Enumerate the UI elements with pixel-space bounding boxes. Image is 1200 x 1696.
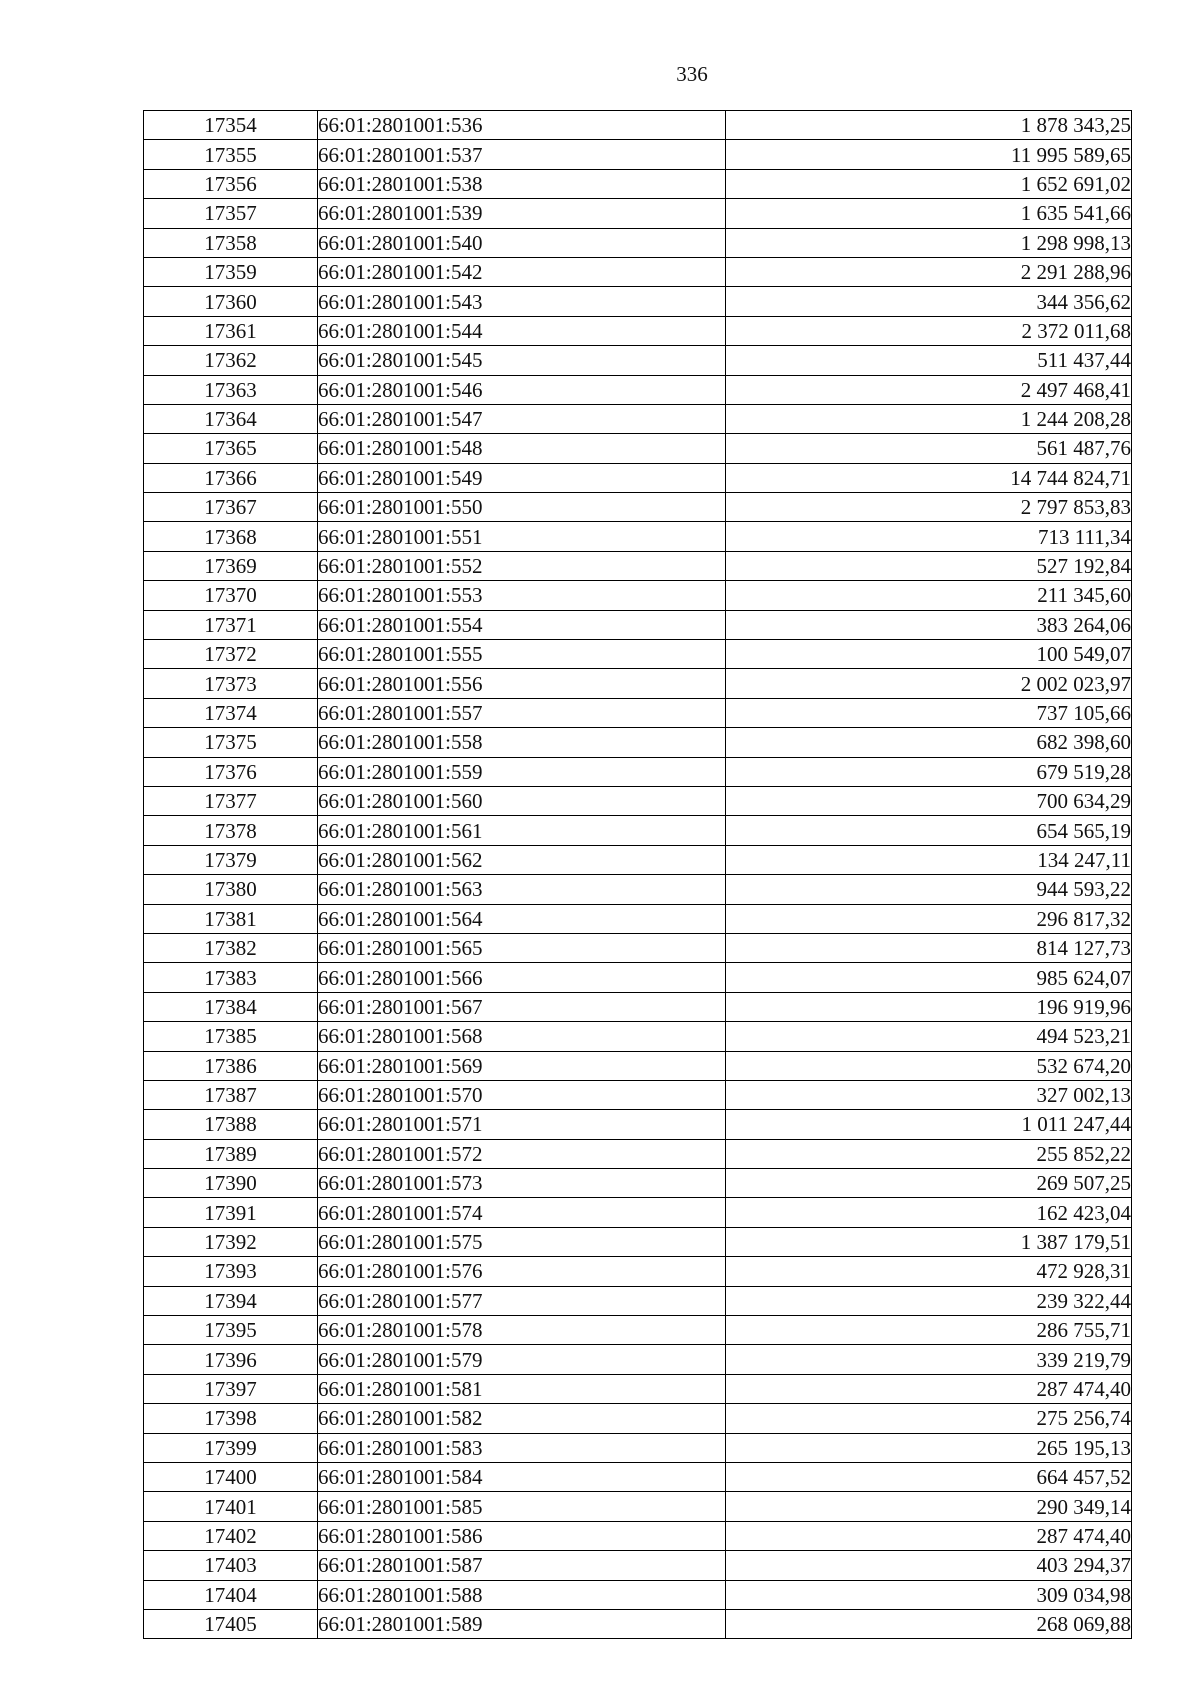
cadastral-value-cell: 268 069,88 xyxy=(726,1609,1132,1638)
row-number-cell: 17378 xyxy=(144,816,318,845)
cadastral-number-cell: 66:01:2801001:579 xyxy=(318,1345,726,1374)
row-number-cell: 17354 xyxy=(144,111,318,140)
table-row xyxy=(144,1521,1132,1550)
row-number-cell: 17391 xyxy=(144,1198,318,1227)
table-row xyxy=(144,1580,1132,1609)
row-number-cell: 17363 xyxy=(144,375,318,404)
cadastral-number-cell: 66:01:2801001:561 xyxy=(318,816,726,845)
row-number-cell: 17380 xyxy=(144,875,318,904)
cadastral-number-cell: 66:01:2801001:563 xyxy=(318,875,726,904)
cadastral-value-cell: 1 635 541,66 xyxy=(726,199,1132,228)
cadastral-value-cell: 327 002,13 xyxy=(726,1080,1132,1109)
table-row xyxy=(144,346,1132,375)
table-row xyxy=(144,522,1132,551)
cadastral-number-cell: 66:01:2801001:546 xyxy=(318,375,726,404)
row-number-cell: 17374 xyxy=(144,698,318,727)
cadastral-value-cell: 1 387 179,51 xyxy=(726,1227,1132,1256)
cadastral-value-cell: 1 652 691,02 xyxy=(726,169,1132,198)
row-number-cell: 17390 xyxy=(144,1169,318,1198)
table-row xyxy=(144,786,1132,815)
row-number-cell: 17367 xyxy=(144,493,318,522)
cadastral-value-cell: 287 474,40 xyxy=(726,1374,1132,1403)
cadastral-value-cell: 403 294,37 xyxy=(726,1551,1132,1580)
cadastral-number-cell: 66:01:2801001:551 xyxy=(318,522,726,551)
row-number-cell: 17362 xyxy=(144,346,318,375)
row-number-cell: 17359 xyxy=(144,257,318,286)
table-row xyxy=(144,1139,1132,1168)
cadastral-number-cell: 66:01:2801001:567 xyxy=(318,992,726,1021)
table-row xyxy=(144,728,1132,757)
cadastral-number-cell: 66:01:2801001:555 xyxy=(318,640,726,669)
cadastral-number-cell: 66:01:2801001:550 xyxy=(318,493,726,522)
table-row xyxy=(144,992,1132,1021)
row-number-cell: 17376 xyxy=(144,757,318,786)
row-number-cell: 17405 xyxy=(144,1609,318,1638)
row-number-cell: 17360 xyxy=(144,287,318,316)
cadastral-number-cell: 66:01:2801001:565 xyxy=(318,933,726,962)
cadastral-number-cell: 66:01:2801001:574 xyxy=(318,1198,726,1227)
row-number-cell: 17385 xyxy=(144,1022,318,1051)
table-row xyxy=(144,640,1132,669)
table-row xyxy=(144,933,1132,962)
table-row xyxy=(144,757,1132,786)
table-row xyxy=(144,1374,1132,1403)
cadastral-value-cell: 944 593,22 xyxy=(726,875,1132,904)
table-row xyxy=(144,463,1132,492)
table-row xyxy=(144,1080,1132,1109)
cadastral-number-cell: 66:01:2801001:559 xyxy=(318,757,726,786)
row-number-cell: 17372 xyxy=(144,640,318,669)
cadastral-value-cell: 561 487,76 xyxy=(726,434,1132,463)
cadastral-number-cell: 66:01:2801001:588 xyxy=(318,1580,726,1609)
row-number-cell: 17400 xyxy=(144,1462,318,1491)
table-row xyxy=(144,375,1132,404)
row-number-cell: 17366 xyxy=(144,463,318,492)
cadastral-value-cell: 339 219,79 xyxy=(726,1345,1132,1374)
row-number-cell: 17356 xyxy=(144,169,318,198)
cadastral-number-cell: 66:01:2801001:543 xyxy=(318,287,726,316)
cadastral-value-cell: 700 634,29 xyxy=(726,786,1132,815)
row-number-cell: 17399 xyxy=(144,1433,318,1462)
row-number-cell: 17381 xyxy=(144,904,318,933)
row-number-cell: 17365 xyxy=(144,434,318,463)
cadastral-value-cell: 265 195,13 xyxy=(726,1433,1132,1462)
cadastral-value-cell: 664 457,52 xyxy=(726,1462,1132,1491)
cadastral-number-cell: 66:01:2801001:557 xyxy=(318,698,726,727)
cadastral-value-cell: 383 264,06 xyxy=(726,610,1132,639)
cadastral-number-cell: 66:01:2801001:549 xyxy=(318,463,726,492)
cadastral-value-cell: 2 497 468,41 xyxy=(726,375,1132,404)
row-number-cell: 17369 xyxy=(144,551,318,580)
cadastral-value-cell: 2 797 853,83 xyxy=(726,493,1132,522)
table-row xyxy=(144,551,1132,580)
cadastral-value-cell: 11 995 589,65 xyxy=(726,140,1132,169)
cadastral-number-cell: 66:01:2801001:589 xyxy=(318,1609,726,1638)
cadastral-value-cell: 309 034,98 xyxy=(726,1580,1132,1609)
row-number-cell: 17396 xyxy=(144,1345,318,1374)
cadastral-number-cell: 66:01:2801001:545 xyxy=(318,346,726,375)
cadastral-value-cell: 14 744 824,71 xyxy=(726,463,1132,492)
cadastral-number-cell: 66:01:2801001:560 xyxy=(318,786,726,815)
table-row xyxy=(144,1286,1132,1315)
table-row xyxy=(144,140,1132,169)
cadastral-number-cell: 66:01:2801001:564 xyxy=(318,904,726,933)
cadastral-value-cell: 134 247,11 xyxy=(726,845,1132,874)
row-number-cell: 17371 xyxy=(144,610,318,639)
cadastral-number-cell: 66:01:2801001:573 xyxy=(318,1169,726,1198)
cadastral-value-cell: 527 192,84 xyxy=(726,551,1132,580)
cadastral-number-cell: 66:01:2801001:536 xyxy=(318,111,726,140)
table-row xyxy=(144,493,1132,522)
cadastral-value-cell: 100 549,07 xyxy=(726,640,1132,669)
cadastral-value-cell: 713 111,34 xyxy=(726,522,1132,551)
table-row xyxy=(144,845,1132,874)
table-row xyxy=(144,1051,1132,1080)
cadastral-value-cell: 296 817,32 xyxy=(726,904,1132,933)
cadastral-number-cell: 66:01:2801001:570 xyxy=(318,1080,726,1109)
cadastral-value-cell: 344 356,62 xyxy=(726,287,1132,316)
table-row xyxy=(144,1433,1132,1462)
table-row xyxy=(144,1316,1132,1345)
cadastral-number-cell: 66:01:2801001:553 xyxy=(318,581,726,610)
table-row xyxy=(144,816,1132,845)
row-number-cell: 17355 xyxy=(144,140,318,169)
table-row xyxy=(144,1022,1132,1051)
cadastral-number-cell: 66:01:2801001:577 xyxy=(318,1286,726,1315)
cadastral-number-cell: 66:01:2801001:583 xyxy=(318,1433,726,1462)
cadastral-number-cell: 66:01:2801001:544 xyxy=(318,316,726,345)
row-number-cell: 17382 xyxy=(144,933,318,962)
cadastral-value-cell: 682 398,60 xyxy=(726,728,1132,757)
row-number-cell: 17377 xyxy=(144,786,318,815)
cadastral-value-cell: 814 127,73 xyxy=(726,933,1132,962)
row-number-cell: 17375 xyxy=(144,728,318,757)
cadastral-value-cell: 275 256,74 xyxy=(726,1404,1132,1433)
cadastral-number-cell: 66:01:2801001:578 xyxy=(318,1316,726,1345)
cadastral-value-cell: 654 565,19 xyxy=(726,816,1132,845)
cadastral-number-cell: 66:01:2801001:542 xyxy=(318,257,726,286)
row-number-cell: 17370 xyxy=(144,581,318,610)
row-number-cell: 17364 xyxy=(144,404,318,433)
page-number: 336 xyxy=(676,62,708,86)
row-number-cell: 17404 xyxy=(144,1580,318,1609)
cadastral-value-cell: 287 474,40 xyxy=(726,1521,1132,1550)
cadastral-number-cell: 66:01:2801001:581 xyxy=(318,1374,726,1403)
cadastral-number-cell: 66:01:2801001:554 xyxy=(318,610,726,639)
row-number-cell: 17402 xyxy=(144,1521,318,1550)
cadastral-value-cell: 494 523,21 xyxy=(726,1022,1132,1051)
table-row xyxy=(144,169,1132,198)
cadastral-number-cell: 66:01:2801001:552 xyxy=(318,551,726,580)
row-number-cell: 17361 xyxy=(144,316,318,345)
table-row xyxy=(144,1257,1132,1286)
row-number-cell: 17386 xyxy=(144,1051,318,1080)
cadastral-value-cell: 1 298 998,13 xyxy=(726,228,1132,257)
cadastral-value-cell: 2 002 023,97 xyxy=(726,669,1132,698)
row-number-cell: 17368 xyxy=(144,522,318,551)
cadastral-value-cell: 290 349,14 xyxy=(726,1492,1132,1521)
table-row xyxy=(144,257,1132,286)
table-row xyxy=(144,287,1132,316)
row-number-cell: 17393 xyxy=(144,1257,318,1286)
cadastral-value-cell: 737 105,66 xyxy=(726,698,1132,727)
row-number-cell: 17379 xyxy=(144,845,318,874)
row-number-cell: 17401 xyxy=(144,1492,318,1521)
cadastral-value-cell: 2 291 288,96 xyxy=(726,257,1132,286)
cadastral-value-cell: 255 852,22 xyxy=(726,1139,1132,1168)
cadastral-value-cell: 985 624,07 xyxy=(726,963,1132,992)
cadastral-value-cell: 511 437,44 xyxy=(726,346,1132,375)
row-number-cell: 17403 xyxy=(144,1551,318,1580)
row-number-cell: 17397 xyxy=(144,1374,318,1403)
cadastral-number-cell: 66:01:2801001:572 xyxy=(318,1139,726,1168)
row-number-cell: 17373 xyxy=(144,669,318,698)
table-row xyxy=(144,1345,1132,1374)
row-number-cell: 17395 xyxy=(144,1316,318,1345)
cadastral-value-cell: 239 322,44 xyxy=(726,1286,1132,1315)
cadastral-number-cell: 66:01:2801001:575 xyxy=(318,1227,726,1256)
table-row xyxy=(144,404,1132,433)
cadastral-value-cell: 679 519,28 xyxy=(726,757,1132,786)
row-number-cell: 17398 xyxy=(144,1404,318,1433)
table-row xyxy=(144,610,1132,639)
table-row xyxy=(144,904,1132,933)
row-number-cell: 17383 xyxy=(144,963,318,992)
cadastral-number-cell: 66:01:2801001:582 xyxy=(318,1404,726,1433)
cadastral-value-table xyxy=(143,110,1132,1639)
cadastral-number-cell: 66:01:2801001:585 xyxy=(318,1492,726,1521)
row-number-cell: 17357 xyxy=(144,199,318,228)
table-row xyxy=(144,1110,1132,1139)
cadastral-number-cell: 66:01:2801001:568 xyxy=(318,1022,726,1051)
cadastral-number-cell: 66:01:2801001:571 xyxy=(318,1110,726,1139)
row-number-cell: 17389 xyxy=(144,1139,318,1168)
row-number-cell: 17392 xyxy=(144,1227,318,1256)
cadastral-number-cell: 66:01:2801001:569 xyxy=(318,1051,726,1080)
table-row xyxy=(144,1609,1132,1638)
cadastral-value-cell: 1 878 343,25 xyxy=(726,111,1132,140)
table-row xyxy=(144,875,1132,904)
table-row xyxy=(144,111,1132,140)
cadastral-number-cell: 66:01:2801001:586 xyxy=(318,1521,726,1550)
cadastral-number-cell: 66:01:2801001:587 xyxy=(318,1551,726,1580)
cadastral-number-cell: 66:01:2801001:566 xyxy=(318,963,726,992)
cadastral-number-cell: 66:01:2801001:584 xyxy=(318,1462,726,1491)
table-body xyxy=(144,111,1132,1639)
row-number-cell: 17384 xyxy=(144,992,318,1021)
cadastral-number-cell: 66:01:2801001:537 xyxy=(318,140,726,169)
cadastral-number-cell: 66:01:2801001:540 xyxy=(318,228,726,257)
row-number-cell: 17358 xyxy=(144,228,318,257)
cadastral-number-cell: 66:01:2801001:547 xyxy=(318,404,726,433)
cadastral-number-cell: 66:01:2801001:558 xyxy=(318,728,726,757)
table-row xyxy=(144,434,1132,463)
cadastral-value-cell: 472 928,31 xyxy=(726,1257,1132,1286)
table-row xyxy=(144,1227,1132,1256)
table-row xyxy=(144,1492,1132,1521)
cadastral-value-cell: 286 755,71 xyxy=(726,1316,1132,1345)
table-row xyxy=(144,698,1132,727)
table-row xyxy=(144,199,1132,228)
cadastral-value-cell: 1 244 208,28 xyxy=(726,404,1132,433)
table-row xyxy=(144,1462,1132,1491)
cadastral-number-cell: 66:01:2801001:539 xyxy=(318,199,726,228)
table-row xyxy=(144,1551,1132,1580)
cadastral-value-cell: 269 507,25 xyxy=(726,1169,1132,1198)
cadastral-value-cell: 162 423,04 xyxy=(726,1198,1132,1227)
cadastral-number-cell: 66:01:2801001:576 xyxy=(318,1257,726,1286)
table-row xyxy=(144,1198,1132,1227)
table-row xyxy=(144,669,1132,698)
cadastral-number-cell: 66:01:2801001:562 xyxy=(318,845,726,874)
table-row xyxy=(144,1404,1132,1433)
cadastral-value-cell: 196 919,96 xyxy=(726,992,1132,1021)
cadastral-value-cell: 211 345,60 xyxy=(726,581,1132,610)
table-row xyxy=(144,1169,1132,1198)
table-row xyxy=(144,228,1132,257)
table-row xyxy=(144,581,1132,610)
table-row xyxy=(144,316,1132,345)
row-number-cell: 17388 xyxy=(144,1110,318,1139)
row-number-cell: 17394 xyxy=(144,1286,318,1315)
cadastral-value-cell: 532 674,20 xyxy=(726,1051,1132,1080)
cadastral-number-cell: 66:01:2801001:556 xyxy=(318,669,726,698)
cadastral-number-cell: 66:01:2801001:548 xyxy=(318,434,726,463)
table-row xyxy=(144,963,1132,992)
cadastral-value-cell: 1 011 247,44 xyxy=(726,1110,1132,1139)
cadastral-value-cell: 2 372 011,68 xyxy=(726,316,1132,345)
row-number-cell: 17387 xyxy=(144,1080,318,1109)
cadastral-number-cell: 66:01:2801001:538 xyxy=(318,169,726,198)
